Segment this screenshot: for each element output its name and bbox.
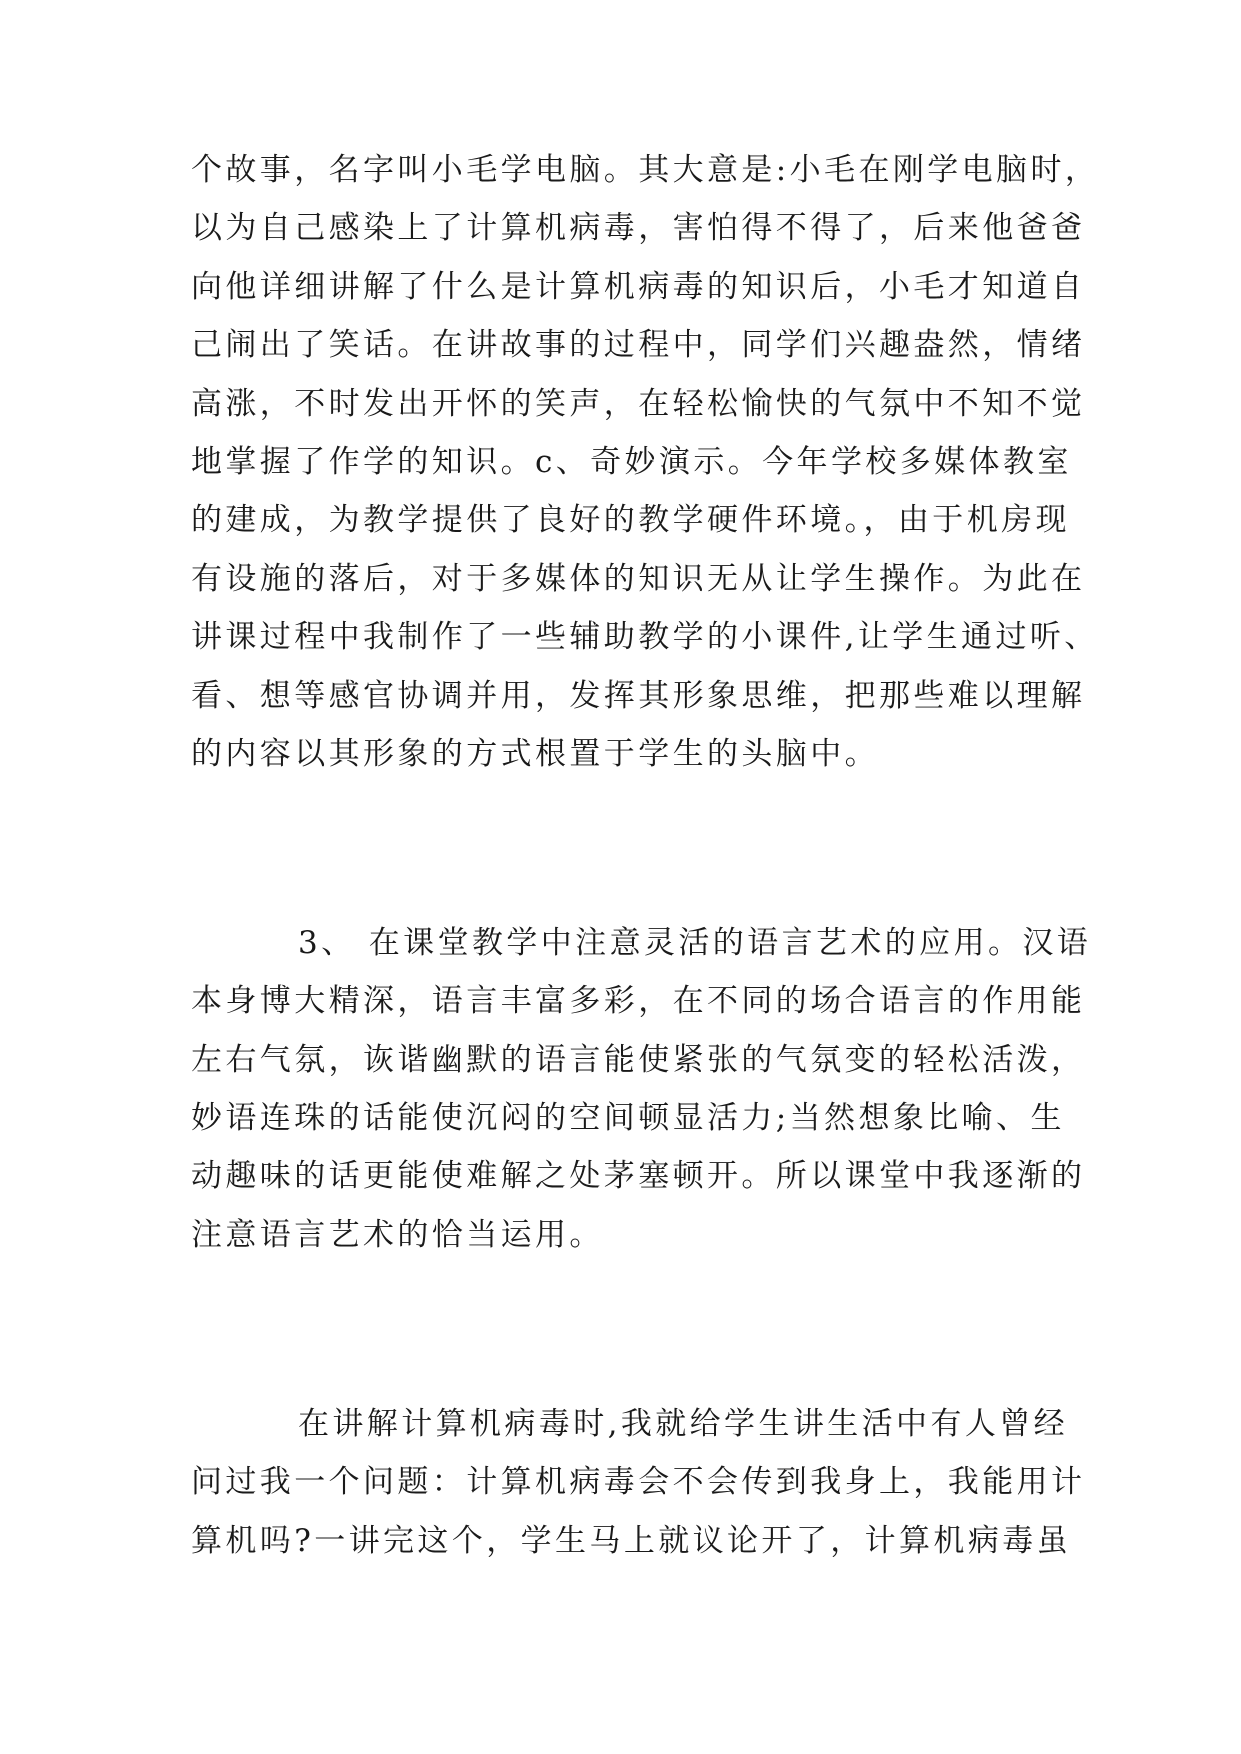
text-line: 看、想等感官协调并用，发挥其形象思维，把那些难以理解 [191, 678, 1086, 714]
text-line: 算机吗?一讲完这个，学生马上就议论开了，计算机病毒虽 [191, 1523, 1072, 1559]
text-line: 在讲解计算机病毒时,我就给学生讲生活中有人曾经 [298, 1406, 1069, 1442]
text-line: 妙语连珠的话能使沉闷的空间顿显活力;当然想象比喻、生 [191, 1100, 1065, 1136]
text-line: 个故事，名字叫小毛学电脑。其大意是:小毛在刚学电脑时， [191, 152, 1100, 188]
text-line: 讲课过程中我制作了一些辅助教学的小课件,让学生通过听、 [191, 619, 1099, 655]
text-line: 左右气氛，诙谐幽默的语言能使紧张的气氛变的轻松活泼， [191, 1042, 1086, 1078]
text-line: 问过我一个问题：计算机病毒会不会传到我身上，我能用计 [191, 1464, 1086, 1500]
text-line: 有设施的落后，对于多媒体的知识无从让学生操作。为此在 [191, 561, 1086, 597]
text-line: 本身博大精深，语言丰富多彩，在不同的场合语言的作用能 [191, 983, 1086, 1019]
text-line: 以为自己感染上了计算机病毒，害怕得不得了，后来他爸爸 [191, 210, 1086, 246]
text-line: 动趣味的话更能使难解之处茅塞顿开。所以课堂中我逐渐的 [191, 1158, 1086, 1194]
text-line: 的建成，为教学提供了良好的教学硬件环境。，由于机房现 [191, 502, 1070, 538]
text-line: 高涨，不时发出开怀的笑声，在轻松愉快的气氛中不知不觉 [191, 386, 1086, 422]
text-line: 己闹出了笑话。在讲故事的过程中，同学们兴趣盎然，情绪 [191, 327, 1086, 363]
text-line: 地掌握了作学的知识。c、奇妙演示。今年学校多媒体教室 [191, 444, 1072, 480]
text-line: 3、 在课堂教学中注意灵活的语言艺术的应用。汉语 [298, 925, 1092, 961]
text-line: 注意语言艺术的恰当运用。 [191, 1217, 604, 1253]
text-line: 的内容以其形象的方式根置于学生的头脑中。 [191, 736, 879, 772]
text-line: 向他详细讲解了什么是计算机病毒的知识后，小毛才知道自 [191, 269, 1086, 305]
